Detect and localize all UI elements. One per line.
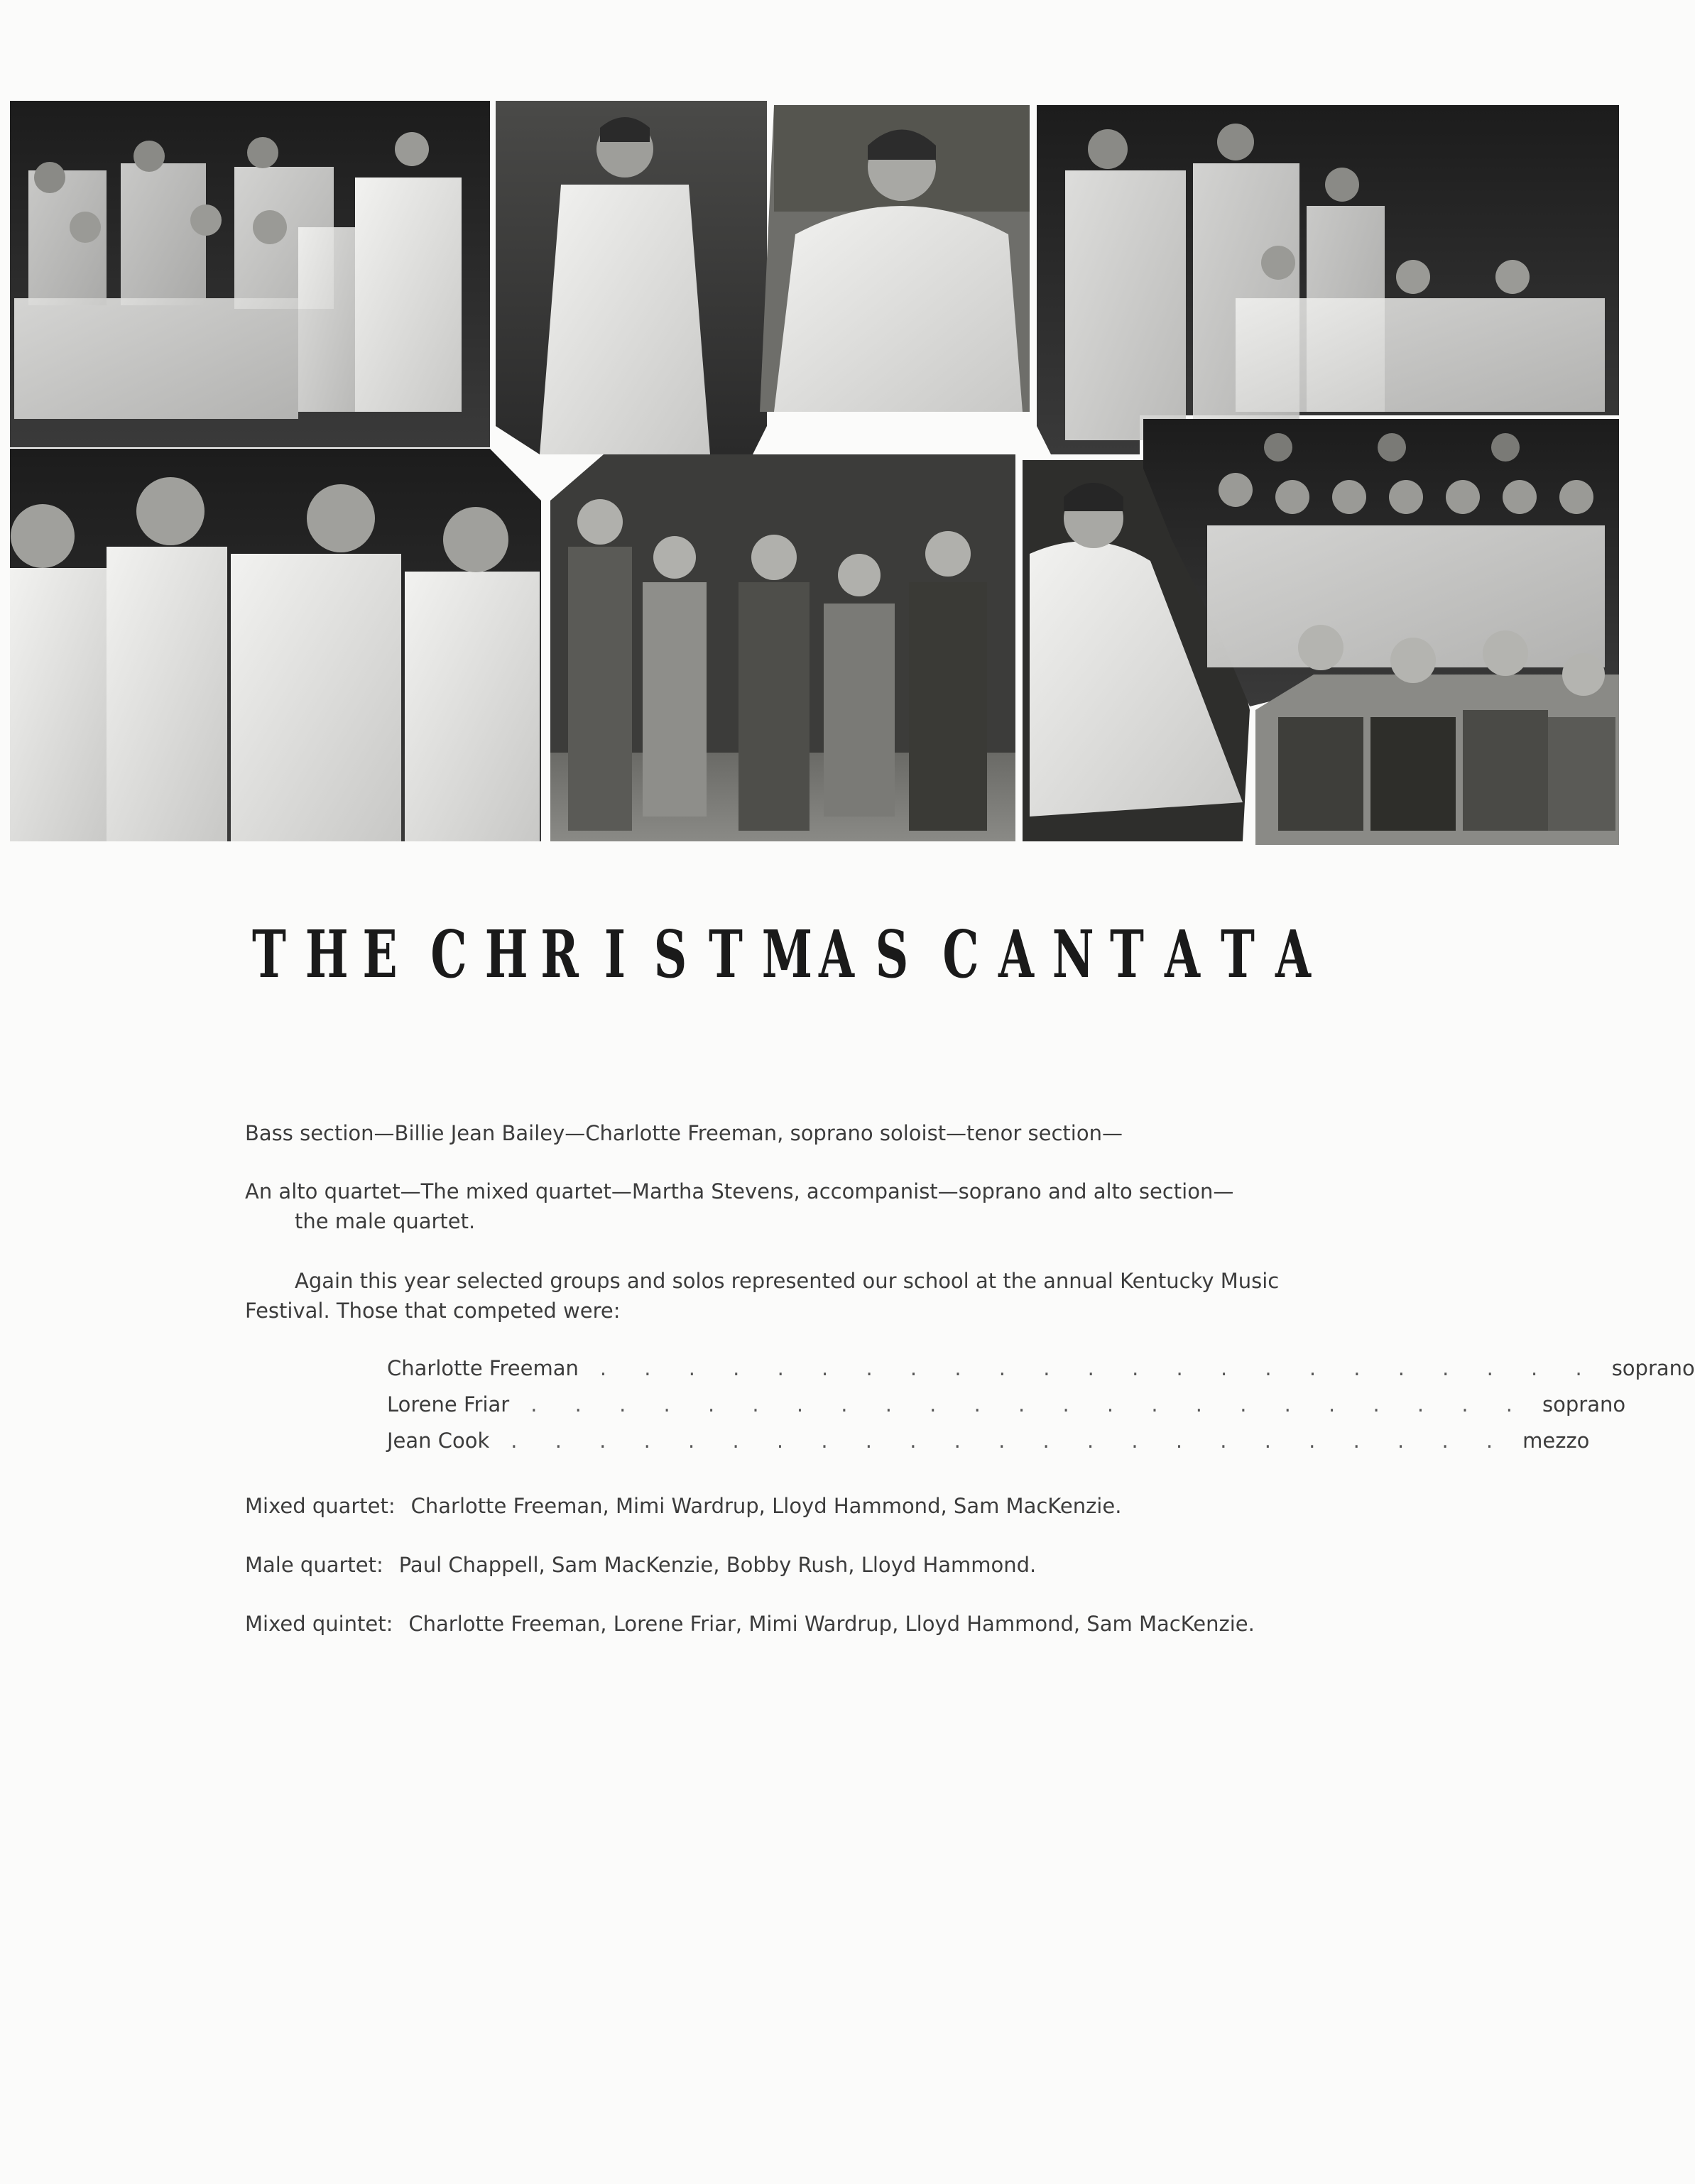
title-word	[421, 916, 920, 993]
list-item	[245, 1609, 1310, 1639]
list-item	[387, 1429, 1590, 1465]
list-item	[245, 1491, 1310, 1521]
competitor-list	[387, 1356, 1695, 1465]
title-letter: T	[709, 916, 743, 993]
group-label: Male quartet:	[245, 1553, 383, 1577]
photo-tenor-section	[1037, 105, 1619, 454]
title-letter: H	[484, 916, 528, 993]
photo-caption-line-2a: An alto quartet—The mixed quartet—Martha Stevens, accompanist—soprano and alto section—	[245, 1179, 1234, 1203]
title-letter: R	[540, 916, 579, 993]
list-item	[387, 1356, 1695, 1392]
competitor-voice: soprano	[1611, 1356, 1695, 1380]
photo-soprano-alto-section	[1143, 419, 1619, 706]
title-letter: C	[430, 916, 467, 993]
competitor-voice: mezzo	[1522, 1429, 1590, 1453]
group-members: Charlotte Freeman, Mimi Wardrup, Lloyd Hammond, Sam MacKenzie.	[410, 1494, 1122, 1518]
list-item	[387, 1392, 1626, 1429]
title-letter: I	[604, 916, 626, 993]
competitor-name: Charlotte Freeman	[387, 1356, 579, 1380]
photo-soprano-soloist	[760, 105, 1030, 412]
group-members: Paul Chappell, Sam MacKenzie, Bobby Rush, Lloyd Hammond.	[398, 1553, 1037, 1577]
title-letter: N	[1052, 916, 1094, 993]
title-letter: T	[1221, 916, 1255, 993]
photo-collage	[0, 0, 1647, 852]
title-letter: T	[252, 916, 286, 993]
photo-caption-line-1: Bass section—Billie Jean Bailey—Charlotte Freeman, soprano soloist—tenor section—	[245, 1121, 1123, 1145]
dot-leader: . . . . . . . . . . . . . . . . . . . . . . .	[530, 1392, 1529, 1416]
group-label: Mixed quartet:	[245, 1494, 396, 1518]
competitor-name: Lorene Friar	[387, 1392, 510, 1416]
title-letter: A	[1275, 916, 1311, 993]
list-item	[245, 1550, 1310, 1580]
group-label: Mixed quintet:	[245, 1612, 393, 1636]
photo-choir-candles	[10, 101, 490, 447]
title-letter: A	[998, 916, 1034, 993]
title-letter: S	[653, 916, 687, 993]
title-letter: A	[1165, 916, 1200, 993]
dot-leader: . . . . . . . . . . . . . . . . . . . . . . .	[511, 1429, 1509, 1453]
photo-caption-line-2b: the male quartet.	[295, 1209, 476, 1233]
title-word	[933, 916, 1321, 993]
photo-caption-line-2	[245, 1176, 1310, 1236]
title-letter: E	[362, 916, 398, 993]
title-letter: S	[875, 916, 909, 993]
group-members: Charlotte Freeman, Lorene Friar, Mimi Wardrup, Lloyd Hammond, Sam MacKenzie.	[408, 1612, 1255, 1636]
title-letter: C	[942, 916, 979, 993]
title-letter: T	[1110, 916, 1144, 993]
photo-alto-quartet	[10, 449, 541, 841]
title-letter: A	[819, 916, 854, 993]
photo-collage-canvas	[0, 0, 1647, 852]
photo-robed-girl-standing	[496, 101, 767, 454]
intro-paragraph: Again this year selected groups and solos represented our school at the annual Kentucky Music Festival. Those that competed were:	[245, 1269, 1280, 1323]
competitor-name: Jean Cook	[387, 1429, 490, 1453]
group-list	[245, 1491, 1310, 1668]
photo-mixed-quartet	[550, 454, 1015, 841]
competitor-voice: soprano	[1542, 1392, 1626, 1416]
dot-leader: . . . . . . . . . . . . . . . . . . . . . . .	[599, 1356, 1598, 1380]
page-title	[241, 916, 1321, 993]
title-letter: H	[305, 916, 349, 993]
title-word	[241, 916, 408, 993]
title-letter: M	[761, 916, 812, 993]
